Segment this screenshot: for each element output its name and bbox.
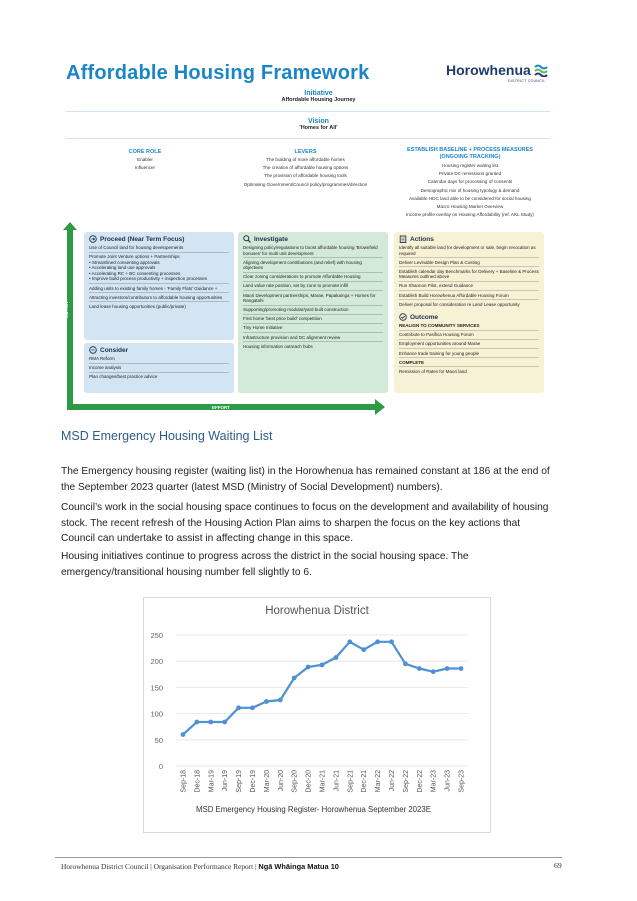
x-tick-label: Jun-20 (277, 770, 285, 792)
consider-item: Income analysis (89, 365, 229, 373)
action-item: Deliver Levinable Design Plan & Costing (399, 260, 539, 268)
baseline-item: Calendar days for processing of consents (427, 179, 513, 185)
check-circle-icon (399, 313, 407, 321)
core-role-item: Enabler (137, 157, 153, 162)
section-heading: MSD Emergency Housing Waiting List (61, 429, 273, 443)
proceed-item: Use of Council land for housing developements (89, 245, 229, 253)
x-tick-label: Jun-23 (444, 770, 452, 792)
y-tick-label: 200 (150, 657, 163, 667)
x-tick-label: Sep-23 (458, 770, 466, 793)
proceed-item: • Streamlined consenting approvals (89, 259, 160, 265)
data-point (389, 639, 394, 644)
lever-item: The provision of affordable housing tools (264, 173, 347, 179)
data-point (445, 666, 450, 671)
page-number: 69 (554, 861, 562, 870)
data-point (208, 720, 213, 725)
divider (66, 111, 550, 112)
investigate-item: Infrastructure provision and DC alignment review (243, 335, 383, 343)
effort-axis-label: EFFORT (212, 405, 230, 410)
y-tick-label: 50 (154, 735, 163, 745)
data-point (361, 647, 366, 652)
x-tick-label: Sep-21 (347, 770, 355, 793)
magnifier-icon (243, 235, 251, 243)
y-tick-label: 150 (150, 683, 163, 693)
chart-card (143, 597, 491, 833)
data-point (375, 639, 380, 644)
consider-box (84, 343, 234, 393)
action-item: Establish calendar day Benchmarks for Delivery + Baseline & Process Measures outlined above (399, 269, 539, 282)
framework-title: Affordable Housing Framework (66, 62, 370, 84)
y-tick-label: 0 (158, 762, 163, 771)
x-tick-label: Jun-22 (389, 770, 397, 792)
lever-item: Optimising Government/Council policy/programmes/direction (243, 181, 368, 187)
divider (66, 138, 550, 139)
action-item: Establish Build Horowhenua Affordable Housing Forum (399, 293, 539, 301)
data-point (334, 655, 339, 660)
y-tick-label: 250 (150, 631, 163, 640)
x-tick-label: Mar-22 (375, 770, 383, 793)
line-chart (144, 598, 492, 834)
outcome-title: Outcome (399, 313, 539, 321)
proceed-item: Adding units to existing family homes - 'Family Flats' Guidance + (89, 286, 229, 294)
proceed-item: • Accelerating land use approvals (89, 265, 156, 271)
investigate-item: Designing policy/regulations to boost affordable housing 'Brownfield bonuses' for multi unit development (243, 245, 383, 258)
outcome-item: Remission of Rates for Maori land (399, 368, 467, 374)
chat-bubble-icon (89, 346, 97, 354)
data-point (431, 669, 436, 674)
investigate-item: Aligning development contributions (and relief) with housing objectives (243, 260, 383, 273)
action-item: Run Shannon Pilot, extend Guidance (399, 283, 539, 291)
proceed-title: Proceed (Near Term Focus) (89, 235, 229, 243)
x-tick-label: Mar-19 (208, 770, 216, 793)
arrow-circle-icon (89, 235, 97, 243)
x-tick-label: Sep-18 (180, 770, 188, 793)
actions-list (399, 245, 539, 307)
outcome-item: Employment opportunities around Marae (399, 341, 539, 349)
investigate-item: Clear zoning considerations to promote Affordable Housing (243, 274, 383, 282)
baseline-heading (389, 147, 551, 160)
investigate-item: Supporting/promoting modular/yard built construction (243, 307, 383, 315)
x-tick-label: Dec-20 (305, 770, 313, 793)
data-point (320, 662, 325, 667)
consider-title: Consider (89, 346, 229, 354)
y-tick-label: 100 (150, 709, 163, 719)
data-point (278, 698, 283, 703)
core-role-item: Influencer (134, 165, 156, 171)
data-point (194, 720, 199, 725)
lever-item: The creation of affordable housing options (262, 165, 349, 171)
investigate-box (238, 232, 388, 393)
investigate-item: Maori Development partnerships, Marae, Papakainga + Homes for Rangatahi (243, 293, 383, 306)
data-point (347, 639, 352, 644)
data-point (292, 676, 297, 681)
chart-caption: MSD Emergency Housing Register- Horowhenua September 2023E (196, 805, 431, 814)
core-role-list (100, 156, 190, 172)
baseline-item: Macro Housing Market Overview (436, 204, 504, 210)
outcome-item: Enhance trade training for young people (399, 351, 539, 359)
x-tick-label: Sep-19 (236, 770, 244, 793)
impact-axis-label: IMPACT (64, 301, 69, 318)
logo-wordmark: Horowhenua (446, 62, 531, 78)
data-point (306, 665, 311, 670)
proceed-list (89, 245, 229, 309)
baseline-item: Private DC remissions granted (438, 171, 502, 177)
baseline-list (389, 162, 551, 219)
logo-subtext: DISTRICT COUNCIL (508, 79, 546, 83)
clipboard-icon (399, 235, 407, 243)
x-tick-label: Mar-20 (263, 770, 271, 793)
investigate-item: Land value rate position, set by zone to promote infill (243, 283, 383, 291)
levers-list (228, 156, 383, 189)
investigate-title: Investigate (243, 235, 383, 243)
consider-item: Plan changes/best practice advice (89, 374, 158, 380)
council-logo (446, 62, 548, 83)
x-tick-label: Sep-20 (291, 770, 299, 793)
x-tick-label: Dec-21 (361, 770, 369, 793)
vision-value: 'Homes for All' (299, 125, 338, 131)
data-point (264, 699, 269, 704)
footer-bold: Ngā Whāinga Matua 10 (258, 862, 339, 871)
baseline-item: Housing register waiting list (442, 163, 498, 168)
footer-label: Horowhenua District Council | Organisation Performance Report | (61, 862, 257, 871)
initiative-label: Initiative (304, 90, 333, 97)
action-item: Identify all suitable land for development or sale, begin revocation as required (399, 245, 539, 258)
consider-list (89, 356, 229, 380)
paragraph: Council’s work in the social housing space continues to focus on the development and availability of housing stock. The recent refresh of the Housing Action Plan aims to sharpen the focus on the key actions that Council can undertake to assist in affecting change in this space. (61, 502, 549, 544)
consider-item: RMA Reform (89, 356, 229, 364)
x-tick-label: Dec-22 (416, 770, 424, 793)
initiative-value: Affordable Housing Journey (281, 97, 356, 103)
x-tick-label: Sep-22 (402, 770, 410, 793)
data-point (250, 705, 255, 710)
investigate-list (243, 245, 383, 349)
paragraph: Housing initiatives continue to progress across the district in the social housing space. The emergency/transitional housing number fell slightly to 6. (61, 551, 469, 578)
outcome-list (399, 323, 539, 374)
x-tick-label: Jun-21 (333, 770, 341, 792)
x-tick-label: Mar-23 (430, 770, 438, 793)
core-role-heading: CORE ROLE (128, 149, 162, 155)
lever-item: The building of more affordable homes (266, 157, 345, 162)
chart-title: Horowhenua District (265, 605, 369, 617)
data-point (403, 661, 408, 666)
footer-text (61, 862, 339, 871)
x-tick-label: Mar-21 (319, 770, 327, 793)
outcome-realign-label: REALIGN TO COMMUNITY SERVICES (399, 323, 539, 331)
baseline-subheading: (ONGOING TRACKING) (439, 153, 501, 160)
baseline-item: Income profile overlay on Housing Affordability (ref. AKL Study) (406, 212, 534, 218)
paragraph: The Emergency housing register (waiting list) in the Horowhenua has remained constant at 186 at the end of the September 2023 quarter (latest MSD (Ministry of Social Development) numbers). (61, 466, 550, 493)
data-point (181, 732, 186, 737)
actions-box (394, 232, 544, 393)
action-item: Deliver proposal for consideration re Land Lease opportunity (399, 301, 520, 307)
proceed-item: Promote Joint Venture options + Partnerships (89, 254, 180, 260)
baseline-heading-line: ESTABLISH BASELINE + PROCESS MEASURES (407, 147, 533, 153)
actions-title: Actions (399, 235, 539, 243)
baseline-item: Demographic mix of housing typology & demand (420, 187, 520, 193)
x-tick-label: Jun-19 (222, 770, 230, 792)
proceed-item: • Improve build process productivity + inspection processes (89, 276, 229, 284)
data-point (459, 666, 464, 671)
x-tick-label: Dec-18 (194, 770, 202, 793)
proceed-item: Land lease housing opportunities (public/private) (89, 303, 186, 309)
data-point (222, 720, 227, 725)
x-tick-label: Dec-19 (249, 770, 257, 793)
outcome-complete-label: COMPLETE (399, 360, 539, 368)
logo-wave-icon (534, 63, 548, 77)
proceed-box (84, 232, 234, 340)
investigate-item: Tiny Home Initiative (243, 325, 383, 333)
vision-label: Vision (308, 118, 329, 125)
proceed-item: Attracting investors/contributors to affordable housing opportunities (89, 295, 229, 303)
data-point (236, 705, 241, 710)
footer-divider (55, 857, 562, 858)
proceed-item: • Accelerating RC + BC consenting processes (89, 270, 181, 276)
outcome-item: Contribute to Pasifica Housing Forum (399, 332, 539, 340)
investigate-item: Housing information outreach hubs (243, 343, 313, 349)
baseline-item: Available HDC land able to be considered for social housing (409, 195, 531, 201)
levers-heading: LEVERS (294, 149, 317, 155)
investigate-item: First home 'best price build' competition (243, 316, 383, 324)
data-point (417, 666, 422, 671)
effort-arrow-head (375, 399, 385, 415)
